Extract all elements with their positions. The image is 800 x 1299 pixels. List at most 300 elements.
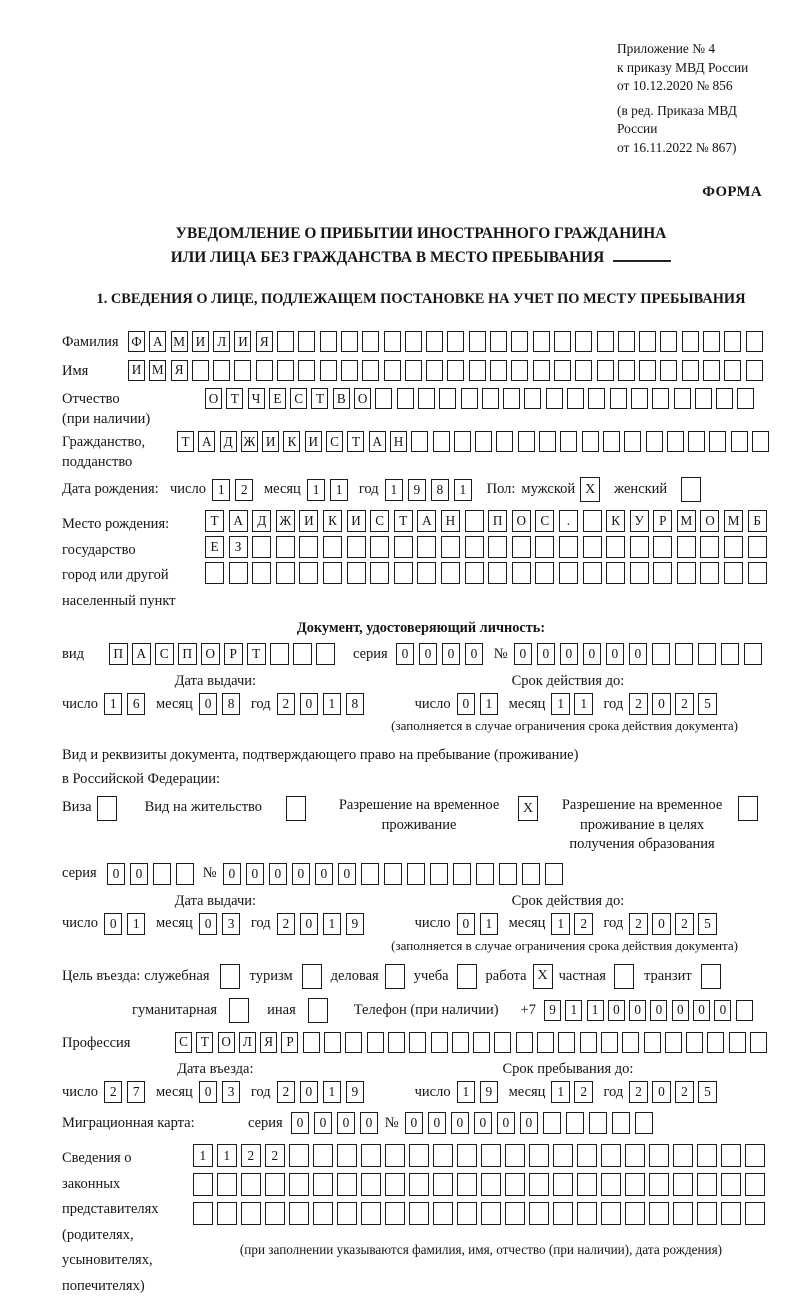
char-box[interactable]: Р xyxy=(224,643,243,665)
purpose-other-checkbox[interactable] xyxy=(308,998,328,1023)
char-box[interactable]: Т xyxy=(394,510,413,532)
char-box[interactable] xyxy=(660,360,677,381)
char-box[interactable] xyxy=(298,360,315,381)
char-box[interactable]: Т xyxy=(226,388,243,409)
char-box[interactable]: А xyxy=(369,431,386,452)
char-box[interactable] xyxy=(405,360,422,381)
char-box[interactable]: 1 xyxy=(480,693,499,715)
char-box[interactable] xyxy=(736,1000,753,1021)
char-box[interactable] xyxy=(454,431,471,452)
char-box[interactable] xyxy=(488,562,507,584)
char-box[interactable] xyxy=(320,360,337,381)
char-box[interactable] xyxy=(384,863,403,885)
char-box[interactable]: 0 xyxy=(130,863,149,885)
char-box[interactable] xyxy=(205,562,224,584)
char-box[interactable]: О xyxy=(201,643,220,665)
char-box[interactable]: С xyxy=(290,388,307,409)
char-box[interactable] xyxy=(673,1173,693,1196)
char-box[interactable] xyxy=(241,1202,261,1225)
char-box[interactable]: 0 xyxy=(457,913,476,935)
char-box[interactable] xyxy=(299,536,318,558)
char-box[interactable] xyxy=(465,536,484,558)
char-box[interactable] xyxy=(299,562,318,584)
char-box[interactable] xyxy=(370,562,389,584)
char-box[interactable] xyxy=(409,1202,429,1225)
char-box[interactable] xyxy=(566,1112,585,1134)
char-box[interactable] xyxy=(580,1032,597,1053)
char-box[interactable]: А xyxy=(198,431,215,452)
char-box[interactable] xyxy=(313,1202,333,1225)
char-box[interactable] xyxy=(603,431,620,452)
char-box[interactable]: И xyxy=(262,431,279,452)
char-box[interactable]: 2 xyxy=(629,1081,648,1103)
char-box[interactable]: 8 xyxy=(346,693,365,715)
char-box[interactable]: 1 xyxy=(480,913,499,935)
char-box[interactable] xyxy=(217,1202,237,1225)
char-box[interactable]: Т xyxy=(247,643,266,665)
char-box[interactable] xyxy=(337,1144,357,1167)
char-box[interactable]: 2 xyxy=(235,479,254,501)
char-box[interactable] xyxy=(320,331,337,352)
char-box[interactable] xyxy=(439,388,456,409)
char-box[interactable]: 2 xyxy=(629,693,648,715)
char-box[interactable] xyxy=(601,1202,621,1225)
char-box[interactable]: 0 xyxy=(650,1000,667,1021)
char-box[interactable] xyxy=(289,1202,309,1225)
char-box[interactable]: 0 xyxy=(300,693,319,715)
char-box[interactable] xyxy=(384,331,401,352)
char-box[interactable] xyxy=(567,388,584,409)
char-box[interactable]: 0 xyxy=(405,1112,424,1134)
char-box[interactable] xyxy=(652,643,671,665)
char-box[interactable]: Ж xyxy=(241,431,258,452)
char-box[interactable] xyxy=(397,388,414,409)
char-box[interactable]: 1 xyxy=(212,479,231,501)
char-box[interactable] xyxy=(553,1173,573,1196)
char-box[interactable] xyxy=(649,1144,669,1167)
char-box[interactable]: 9 xyxy=(544,1000,561,1021)
char-box[interactable] xyxy=(433,431,450,452)
char-box[interactable] xyxy=(695,388,712,409)
char-box[interactable] xyxy=(411,431,428,452)
char-box[interactable] xyxy=(426,360,443,381)
char-box[interactable] xyxy=(503,388,520,409)
residence-permit-checkbox[interactable] xyxy=(286,796,306,821)
char-box[interactable]: 0 xyxy=(246,863,265,885)
char-box[interactable] xyxy=(324,1032,341,1053)
char-box[interactable] xyxy=(697,1144,717,1167)
char-box[interactable]: 2 xyxy=(675,913,694,935)
char-box[interactable] xyxy=(481,1144,501,1167)
char-box[interactable] xyxy=(688,431,705,452)
char-box[interactable] xyxy=(674,388,691,409)
char-box[interactable]: И xyxy=(128,360,145,381)
char-box[interactable]: 1 xyxy=(551,1081,570,1103)
char-box[interactable]: Я xyxy=(260,1032,277,1053)
char-box[interactable]: 0 xyxy=(457,693,476,715)
char-box[interactable] xyxy=(457,1144,477,1167)
char-box[interactable] xyxy=(682,360,699,381)
char-box[interactable] xyxy=(394,562,413,584)
char-box[interactable] xyxy=(490,331,507,352)
char-box[interactable]: 0 xyxy=(693,1000,710,1021)
char-box[interactable]: 0 xyxy=(608,1000,625,1021)
char-box[interactable]: 0 xyxy=(583,643,602,665)
char-box[interactable] xyxy=(385,1144,405,1167)
char-box[interactable]: 9 xyxy=(346,1081,365,1103)
char-box[interactable] xyxy=(560,431,577,452)
char-box[interactable]: Л xyxy=(213,331,230,352)
char-box[interactable] xyxy=(653,536,672,558)
char-box[interactable] xyxy=(217,1173,237,1196)
char-box[interactable]: 9 xyxy=(346,913,365,935)
char-box[interactable] xyxy=(577,1173,597,1196)
char-box[interactable] xyxy=(361,1144,381,1167)
char-box[interactable] xyxy=(213,360,230,381)
char-box[interactable]: 0 xyxy=(337,1112,356,1134)
char-box[interactable]: 0 xyxy=(199,693,218,715)
char-box[interactable] xyxy=(665,1032,682,1053)
char-box[interactable]: М xyxy=(149,360,166,381)
char-box[interactable] xyxy=(289,1173,309,1196)
char-box[interactable] xyxy=(316,643,335,665)
char-box[interactable]: Т xyxy=(311,388,328,409)
char-box[interactable] xyxy=(362,331,379,352)
char-box[interactable] xyxy=(577,1202,597,1225)
char-box[interactable] xyxy=(748,562,767,584)
char-box[interactable] xyxy=(293,643,312,665)
char-box[interactable] xyxy=(535,562,554,584)
char-box[interactable] xyxy=(361,863,380,885)
char-box[interactable] xyxy=(512,562,531,584)
char-box[interactable]: 0 xyxy=(451,1112,470,1134)
char-box[interactable] xyxy=(653,562,672,584)
char-box[interactable]: 2 xyxy=(574,1081,593,1103)
char-box[interactable]: 7 xyxy=(127,1081,146,1103)
char-box[interactable]: 9 xyxy=(408,479,427,501)
char-box[interactable] xyxy=(752,431,769,452)
char-box[interactable] xyxy=(461,388,478,409)
char-box[interactable]: 1 xyxy=(551,693,570,715)
char-box[interactable] xyxy=(535,536,554,558)
char-box[interactable]: 0 xyxy=(474,1112,493,1134)
char-box[interactable]: 0 xyxy=(419,643,438,665)
char-box[interactable] xyxy=(441,562,460,584)
char-box[interactable]: А xyxy=(149,331,166,352)
char-box[interactable]: 0 xyxy=(199,913,218,935)
char-box[interactable] xyxy=(682,331,699,352)
char-box[interactable] xyxy=(469,331,486,352)
char-box[interactable] xyxy=(505,1202,525,1225)
char-box[interactable] xyxy=(394,536,413,558)
char-box[interactable]: 1 xyxy=(323,913,342,935)
char-box[interactable] xyxy=(709,431,726,452)
char-box[interactable] xyxy=(543,1112,562,1134)
char-box[interactable]: 2 xyxy=(675,693,694,715)
char-box[interactable]: О xyxy=(354,388,371,409)
char-box[interactable] xyxy=(505,1144,525,1167)
char-box[interactable]: 0 xyxy=(292,863,311,885)
char-box[interactable]: 2 xyxy=(574,913,593,935)
char-box[interactable] xyxy=(553,1144,573,1167)
char-box[interactable] xyxy=(673,1144,693,1167)
char-box[interactable]: Л xyxy=(239,1032,256,1053)
char-box[interactable]: 6 xyxy=(127,693,146,715)
char-box[interactable] xyxy=(724,562,743,584)
char-box[interactable] xyxy=(313,1144,333,1167)
char-box[interactable] xyxy=(558,1032,575,1053)
char-box[interactable]: Р xyxy=(281,1032,298,1053)
char-box[interactable]: И xyxy=(299,510,318,532)
char-box[interactable]: И xyxy=(234,331,251,352)
char-box[interactable]: Н xyxy=(390,431,407,452)
char-box[interactable] xyxy=(533,360,550,381)
char-box[interactable]: И xyxy=(347,510,366,532)
char-box[interactable] xyxy=(409,1144,429,1167)
char-box[interactable]: Я xyxy=(256,331,273,352)
char-box[interactable] xyxy=(385,1173,405,1196)
char-box[interactable] xyxy=(475,431,492,452)
char-box[interactable] xyxy=(610,388,627,409)
char-box[interactable]: 1 xyxy=(330,479,349,501)
char-box[interactable]: Т xyxy=(196,1032,213,1053)
char-box[interactable]: П xyxy=(178,643,197,665)
char-box[interactable]: 0 xyxy=(652,1081,671,1103)
char-box[interactable]: 1 xyxy=(127,913,146,935)
char-box[interactable]: 0 xyxy=(497,1112,516,1134)
char-box[interactable] xyxy=(511,360,528,381)
char-box[interactable]: С xyxy=(535,510,554,532)
char-box[interactable]: 5 xyxy=(698,693,717,715)
char-box[interactable] xyxy=(277,360,294,381)
char-box[interactable] xyxy=(673,1202,693,1225)
char-box[interactable] xyxy=(441,536,460,558)
char-box[interactable] xyxy=(482,388,499,409)
purpose-official-checkbox[interactable] xyxy=(220,964,240,989)
char-box[interactable] xyxy=(522,863,541,885)
char-box[interactable]: А xyxy=(132,643,151,665)
char-box[interactable] xyxy=(345,1032,362,1053)
char-box[interactable]: О xyxy=(512,510,531,532)
char-box[interactable]: 1 xyxy=(457,1081,476,1103)
char-box[interactable]: И xyxy=(305,431,322,452)
char-box[interactable] xyxy=(559,536,578,558)
char-box[interactable] xyxy=(639,360,656,381)
char-box[interactable] xyxy=(644,1032,661,1053)
char-box[interactable] xyxy=(337,1173,357,1196)
char-box[interactable]: 0 xyxy=(300,1081,319,1103)
char-box[interactable] xyxy=(745,1144,765,1167)
char-box[interactable]: А xyxy=(417,510,436,532)
char-box[interactable] xyxy=(417,562,436,584)
char-box[interactable] xyxy=(583,536,602,558)
char-box[interactable]: В xyxy=(333,388,350,409)
char-box[interactable]: 0 xyxy=(520,1112,539,1134)
char-box[interactable]: 2 xyxy=(277,1081,296,1103)
purpose-study-checkbox[interactable] xyxy=(457,964,477,989)
char-box[interactable]: 1 xyxy=(217,1144,237,1167)
char-box[interactable]: 8 xyxy=(431,479,450,501)
char-box[interactable]: 8 xyxy=(222,693,241,715)
char-box[interactable]: М xyxy=(724,510,743,532)
char-box[interactable] xyxy=(341,360,358,381)
char-box[interactable] xyxy=(490,360,507,381)
char-box[interactable] xyxy=(686,1032,703,1053)
char-box[interactable] xyxy=(270,643,289,665)
char-box[interactable] xyxy=(677,536,696,558)
char-box[interactable] xyxy=(703,360,720,381)
char-box[interactable] xyxy=(703,331,720,352)
char-box[interactable] xyxy=(524,388,541,409)
char-box[interactable]: 0 xyxy=(537,643,556,665)
char-box[interactable] xyxy=(192,360,209,381)
char-box[interactable] xyxy=(529,1144,549,1167)
char-box[interactable] xyxy=(367,1032,384,1053)
char-box[interactable] xyxy=(385,1202,405,1225)
char-box[interactable]: 0 xyxy=(104,913,123,935)
char-box[interactable] xyxy=(575,360,592,381)
char-box[interactable]: Ж xyxy=(276,510,295,532)
char-box[interactable] xyxy=(176,863,195,885)
char-box[interactable] xyxy=(481,1173,501,1196)
char-box[interactable] xyxy=(431,1032,448,1053)
char-box[interactable] xyxy=(721,1144,741,1167)
char-box[interactable] xyxy=(545,863,564,885)
char-box[interactable]: Я xyxy=(171,360,188,381)
char-box[interactable]: Е xyxy=(205,536,224,558)
char-box[interactable] xyxy=(453,863,472,885)
char-box[interactable] xyxy=(465,510,484,532)
char-box[interactable] xyxy=(750,1032,767,1053)
char-box[interactable] xyxy=(646,431,663,452)
char-box[interactable]: 3 xyxy=(222,1081,241,1103)
char-box[interactable] xyxy=(496,431,513,452)
char-box[interactable] xyxy=(716,388,733,409)
char-box[interactable]: 0 xyxy=(338,863,357,885)
char-box[interactable] xyxy=(347,536,366,558)
char-box[interactable]: Д xyxy=(252,510,271,532)
char-box[interactable] xyxy=(724,536,743,558)
char-box[interactable]: 1 xyxy=(104,693,123,715)
char-box[interactable] xyxy=(746,360,763,381)
char-box[interactable]: 0 xyxy=(269,863,288,885)
char-box[interactable] xyxy=(256,360,273,381)
char-box[interactable]: 0 xyxy=(652,693,671,715)
char-box[interactable]: Т xyxy=(347,431,364,452)
char-box[interactable]: 0 xyxy=(442,643,461,665)
char-box[interactable]: 0 xyxy=(714,1000,731,1021)
char-box[interactable]: 0 xyxy=(396,643,415,665)
char-box[interactable] xyxy=(430,863,449,885)
char-box[interactable] xyxy=(153,863,172,885)
char-box[interactable] xyxy=(465,562,484,584)
char-box[interactable] xyxy=(707,1032,724,1053)
char-box[interactable]: Н xyxy=(441,510,460,532)
male-checkbox[interactable]: X xyxy=(580,477,600,502)
char-box[interactable] xyxy=(252,562,271,584)
char-box[interactable] xyxy=(635,1112,654,1134)
char-box[interactable] xyxy=(193,1173,213,1196)
char-box[interactable] xyxy=(529,1173,549,1196)
char-box[interactable]: 5 xyxy=(698,913,717,935)
char-box[interactable]: 0 xyxy=(465,643,484,665)
char-box[interactable] xyxy=(426,331,443,352)
char-box[interactable] xyxy=(361,1202,381,1225)
char-box[interactable] xyxy=(675,643,694,665)
char-box[interactable] xyxy=(553,1202,573,1225)
char-box[interactable] xyxy=(234,360,251,381)
char-box[interactable]: 0 xyxy=(629,1000,646,1021)
char-box[interactable] xyxy=(488,536,507,558)
char-box[interactable]: С xyxy=(370,510,389,532)
char-box[interactable] xyxy=(630,536,649,558)
char-box[interactable]: У xyxy=(630,510,649,532)
char-box[interactable] xyxy=(737,388,754,409)
char-box[interactable] xyxy=(748,536,767,558)
char-box[interactable] xyxy=(229,562,248,584)
char-box[interactable] xyxy=(745,1202,765,1225)
char-box[interactable] xyxy=(512,536,531,558)
char-box[interactable] xyxy=(731,431,748,452)
char-box[interactable]: 0 xyxy=(652,913,671,935)
char-box[interactable] xyxy=(724,360,741,381)
char-box[interactable] xyxy=(265,1202,285,1225)
char-box[interactable]: 1 xyxy=(385,479,404,501)
char-box[interactable]: 2 xyxy=(241,1144,261,1167)
char-box[interactable] xyxy=(289,1144,309,1167)
char-box[interactable] xyxy=(622,1032,639,1053)
temp-residence-edu-checkbox[interactable] xyxy=(738,796,758,821)
char-box[interactable]: С xyxy=(326,431,343,452)
char-box[interactable] xyxy=(667,431,684,452)
char-box[interactable]: 1 xyxy=(551,913,570,935)
char-box[interactable] xyxy=(457,1202,477,1225)
char-box[interactable] xyxy=(624,431,641,452)
char-box[interactable] xyxy=(639,331,656,352)
char-box[interactable] xyxy=(630,562,649,584)
char-box[interactable] xyxy=(433,1173,453,1196)
char-box[interactable]: 0 xyxy=(315,863,334,885)
char-box[interactable]: К xyxy=(606,510,625,532)
purpose-business-checkbox[interactable] xyxy=(385,964,405,989)
char-box[interactable]: 0 xyxy=(300,913,319,935)
char-box[interactable] xyxy=(529,1202,549,1225)
char-box[interactable] xyxy=(341,331,358,352)
char-box[interactable]: О xyxy=(205,388,222,409)
char-box[interactable]: 1 xyxy=(323,1081,342,1103)
char-box[interactable]: З xyxy=(229,536,248,558)
char-box[interactable]: К xyxy=(323,510,342,532)
char-box[interactable] xyxy=(631,388,648,409)
char-box[interactable]: О xyxy=(700,510,719,532)
char-box[interactable] xyxy=(729,1032,746,1053)
char-box[interactable] xyxy=(505,1173,525,1196)
char-box[interactable]: 2 xyxy=(277,913,296,935)
char-box[interactable]: 0 xyxy=(291,1112,310,1134)
char-box[interactable] xyxy=(384,360,401,381)
char-box[interactable]: Б xyxy=(748,510,767,532)
char-box[interactable]: 1 xyxy=(307,479,326,501)
char-box[interactable] xyxy=(724,331,741,352)
char-box[interactable]: 3 xyxy=(222,913,241,935)
char-box[interactable] xyxy=(539,431,556,452)
char-box[interactable]: П xyxy=(109,643,128,665)
purpose-transit-checkbox[interactable] xyxy=(701,964,721,989)
char-box[interactable]: 0 xyxy=(606,643,625,665)
char-box[interactable] xyxy=(583,510,602,532)
char-box[interactable] xyxy=(511,331,528,352)
char-box[interactable] xyxy=(193,1202,213,1225)
